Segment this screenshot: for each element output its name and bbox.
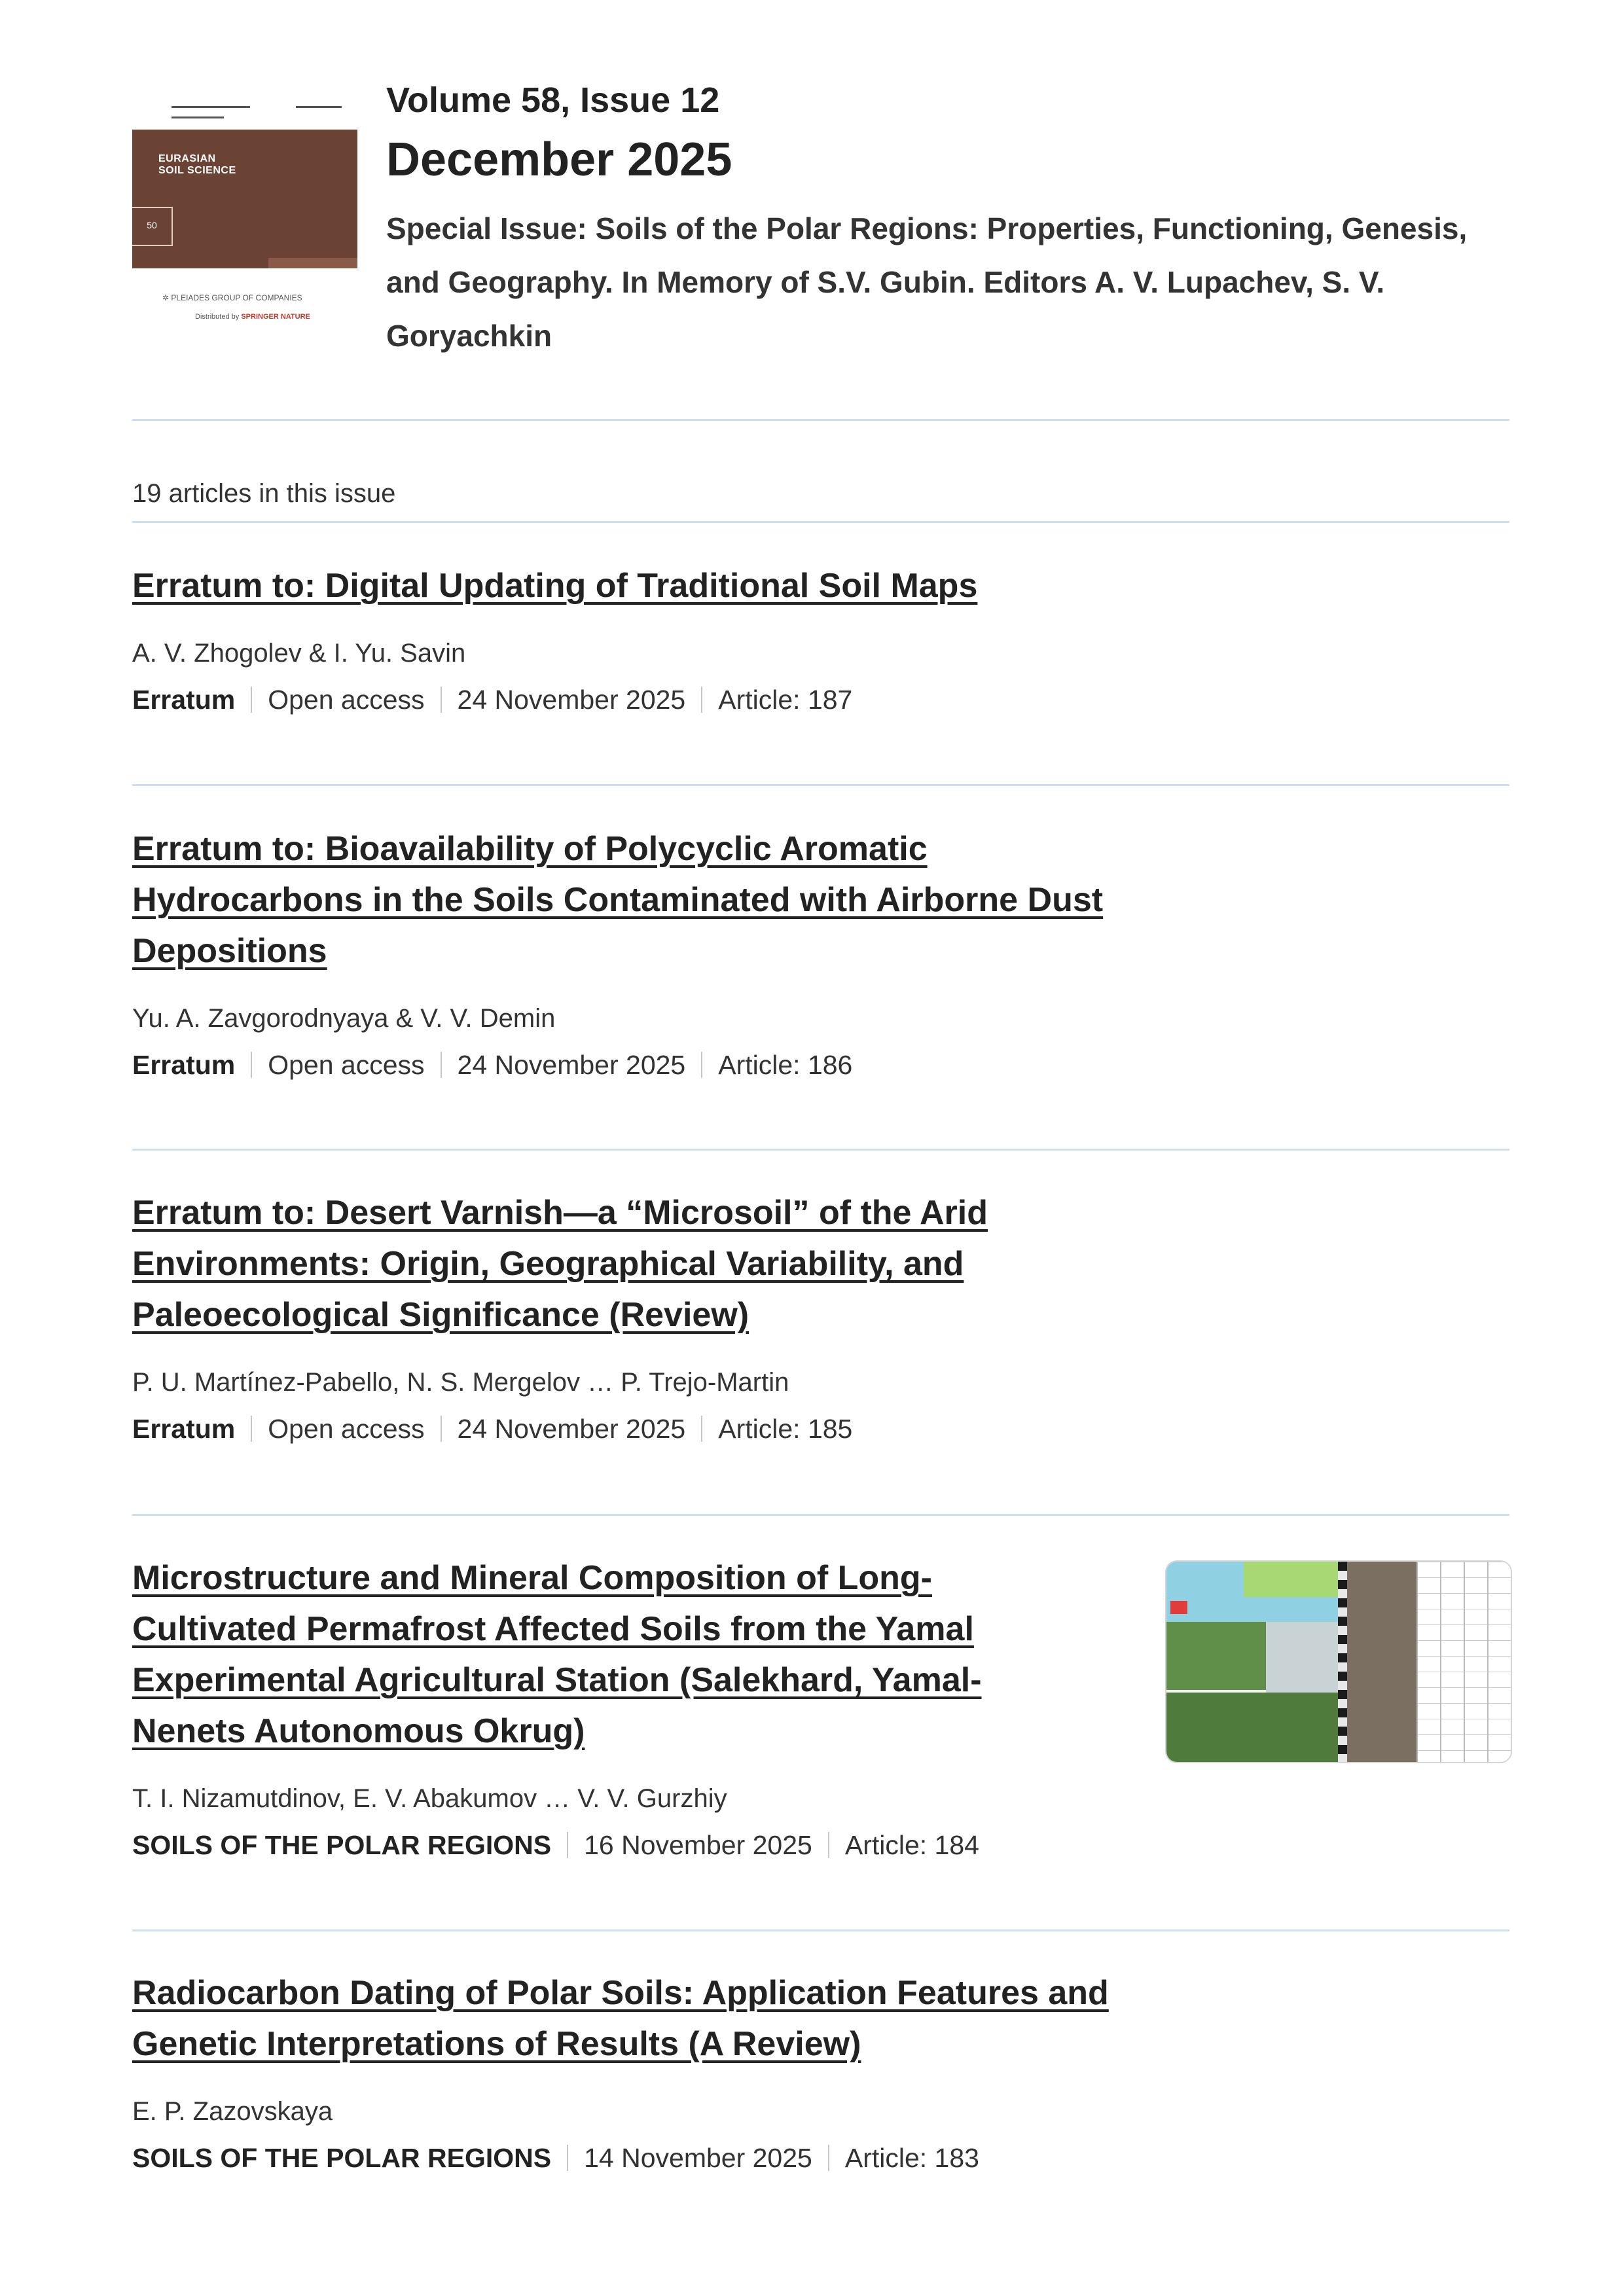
meta-separator <box>828 2145 829 2171</box>
article-title-link[interactable]: Microstructure and Mineral Composition of Long-Cultivated Permafrost Affected Soils from the Yamal Experimental Agricultural Station (Salekhard, Yamal-Nenets Autonomous Okrug) <box>132 1559 982 1750</box>
article-meta <box>132 1410 1509 1448</box>
article-type: Erratum <box>132 1050 236 1080</box>
cover-image <box>132 130 357 268</box>
article-number: Article: 184 <box>844 1830 979 1860</box>
divider <box>132 1149 1509 1151</box>
pleiades-icon: ✲ <box>162 293 170 302</box>
cover-volume-mark: 50 <box>132 207 173 246</box>
special-issue-title: Special Issue: Soils of the Polar Regions: Properties, Functioning, Genesis, and Geography. In Memory of S.V. Gubin. Editors A. V. Lupachev, S. V. Goryachkin <box>386 211 1468 353</box>
article-title-link[interactable]: Erratum to: Digital Updating of Traditional Soil Maps <box>132 567 978 605</box>
article-authors: P. U. Martínez-Pabello, N. S. Mergelov … P. Trejo-Martin <box>132 1368 789 1397</box>
divider <box>132 784 1509 786</box>
article-date: 24 November 2025 <box>457 685 686 715</box>
article-item <box>132 823 1509 1084</box>
issue-info <box>386 77 1512 363</box>
meta-separator <box>567 2145 568 2171</box>
article-number: Article: 185 <box>718 1414 853 1444</box>
journal-cover[interactable] <box>132 97 357 378</box>
article-title-link[interactable]: Erratum to: Bioavailability of Polycyclic Aromatic Hydrocarbons in the Soils Contaminated with Airborne Dust Depositions <box>132 830 1104 970</box>
issue-volume: Volume 58, Issue 12 <box>386 81 720 120</box>
article-number: Article: 187 <box>718 685 853 715</box>
article-item <box>132 1552 1509 1864</box>
meta-separator <box>701 687 702 713</box>
article-date: 16 November 2025 <box>584 1830 812 1860</box>
article-title-link[interactable]: Erratum to: Desert Varnish—a “Microsoil” of the Arid Environments: Origin, Geographical Variability, and Paleoecological Significance (Review) <box>132 1194 988 1334</box>
meta-separator <box>441 687 442 713</box>
meta-separator <box>441 1416 442 1442</box>
cover-top-lines <box>132 97 357 128</box>
access-label: Open access <box>268 1414 425 1444</box>
article-meta <box>132 1046 1509 1084</box>
article-thumbnail[interactable] <box>1165 1560 1512 1763</box>
meta-separator <box>567 1832 568 1858</box>
divider <box>132 1929 1509 1931</box>
article-meta <box>132 2139 1509 2177</box>
article-item <box>132 1187 1509 1448</box>
article-meta <box>132 681 1509 719</box>
access-label: Open access <box>268 1050 425 1080</box>
article-date: 24 November 2025 <box>457 1414 686 1444</box>
article-type: SOILS OF THE POLAR REGIONS <box>132 2143 552 2173</box>
article-meta <box>132 1826 1509 1864</box>
meta-separator <box>251 1052 252 1078</box>
article-authors: E. P. Zazovskaya <box>132 2097 333 2126</box>
cover-title: EURASIAN SOIL SCIENCE <box>158 153 236 176</box>
meta-separator <box>251 687 252 713</box>
article-date: 24 November 2025 <box>457 1050 686 1080</box>
article-number: Article: 186 <box>718 1050 853 1080</box>
meta-separator <box>828 1832 829 1858</box>
publisher-line: ✲ PLEIADES GROUP OF COMPANIES <box>162 293 302 302</box>
meta-separator <box>701 1052 702 1078</box>
meta-separator <box>441 1052 442 1078</box>
article-type: SOILS OF THE POLAR REGIONS <box>132 1830 552 1860</box>
article-item <box>132 560 1509 719</box>
access-label: Open access <box>268 685 425 715</box>
article-type: Erratum <box>132 685 236 715</box>
divider <box>132 521 1509 523</box>
divider <box>132 419 1509 421</box>
article-item <box>132 1967 1509 2177</box>
article-authors: Yu. A. Zavgorodnyaya & V. V. Demin <box>132 1004 556 1033</box>
article-authors: A. V. Zhogolev & I. Yu. Savin <box>132 639 466 668</box>
meta-separator <box>251 1416 252 1442</box>
article-date: 14 November 2025 <box>584 2143 812 2173</box>
issue-date: December 2025 <box>386 134 732 186</box>
article-title-link[interactable]: Radiocarbon Dating of Polar Soils: Application Features and Genetic Interpretations of Results (A Review) <box>132 1974 1109 2063</box>
meta-separator <box>701 1416 702 1442</box>
issue-header <box>132 77 1507 385</box>
divider <box>132 1514 1509 1516</box>
distributor-line: Distributed by SPRINGER NATURE <box>195 313 310 321</box>
cover-strip <box>268 258 357 268</box>
article-authors: T. I. Nizamutdinov, E. V. Abakumov … V. V. Gurzhiy <box>132 1784 727 1813</box>
article-type: Erratum <box>132 1414 236 1444</box>
articles-count: 19 articles in this issue <box>132 479 396 508</box>
article-number: Article: 183 <box>844 2143 979 2173</box>
